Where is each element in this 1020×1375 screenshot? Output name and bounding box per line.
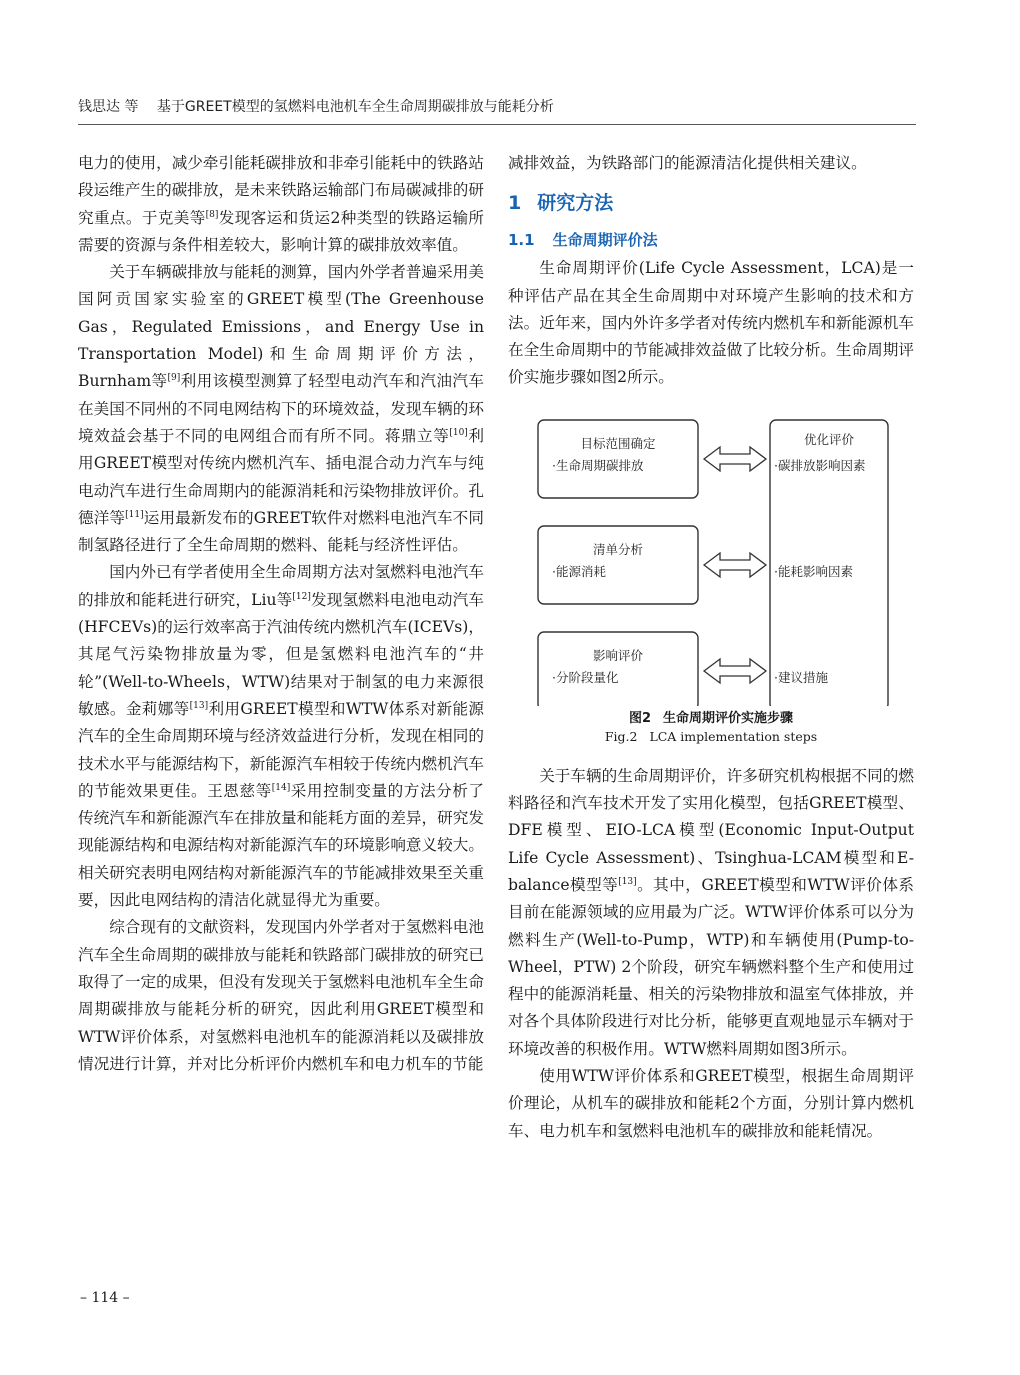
paragraph: 关于车辆的生命周期评价，许多研究机构根据不同的燃料路径和汽车技术开发了实用化模型，包括GREET模型、DFE模型、EIO-LCA模型(Economic Input-Output Life Cycle Assessment)、Tsinghua-LCAM模型和E-balance模型等[13]。其中，GREET模型和WTW评价体系目前在能源领域的应用最为广泛。WTW评价体系可以分为燃料生产(Well-to-Pump，WTP)和车辆使用(Pump-to-Wheel，PTW) 2个阶段，研究车辆燃料整个生产和使用过程中的能源消耗量、相关的污染物排放和温室气体排放，并对各个具体阶段进行对比分析，能够更直观地显示车辆对于环境改善的积极作用。WTW燃料周期如图3所示。 — [508, 766, 914, 1058]
paragraph: 关于车辆碳排放与能耗的测算，国内外学者普遍采用美国阿贡国家实验室的GREET模型(The Greenhouse Gas，Regulated Emissions，and Energy Use in Transportation Model)和生命周期评价方法，Burnham等[9]利用该模型测算了轻型电动汽车和汽油汽车在美国不同州的不同电网结构下的环境效益，发现车辆的环境效益会基于不同的电网组合而有所不同。蒋鼎立等[10]利用GREET模型对传统内燃机汽车、插电混合动力汽车与纯电动汽车进行生命周期内的能源消耗和污染物排放评价。孔德洋等[11]运用最新发布的GREET软件对燃料电池汽车不同制氢路径进行了全生命周期的燃料、能耗与经济性评估。 — [78, 263, 484, 555]
box-optimization-title: 优化评价 — [803, 431, 855, 447]
paragraph: 生命周期评价(Life Cycle Assessment，LCA)是一种评估产品在其全生命周期中对环境产生影响的技术和方法。近年来，国内外许多学者对传统内燃机车和新能源机车在全生命周期中的节能减排效益做了比较分析。生命周期评价实施步骤如图2所示。 — [508, 259, 914, 387]
double-arrow-2 — [704, 553, 766, 577]
section-title: 研究方法 — [537, 192, 614, 215]
figure-caption — [508, 710, 914, 745]
running-header — [78, 92, 916, 125]
box-inventory-item: ·能源消耗 — [552, 563, 606, 579]
citation: [12] — [292, 591, 311, 602]
box-impact-title: 影响评价 — [592, 647, 644, 663]
box-goal-scope-item: ·生命周期碳排放 — [552, 457, 644, 473]
double-arrows — [704, 447, 766, 683]
box-impact — [538, 632, 698, 706]
citation: [8] — [205, 209, 219, 220]
paragraph: 电力的使用，减少牵引能耗碳排放和非牵引能耗中的铁路站段运维产生的碳排放，是未来铁路运输部门布局碳减排的研究重点。于克美等[8]发现客运和货运2种类型的铁路运输所需要的资源与条件相差较大，影响计算的碳排放效率值。 — [78, 154, 484, 254]
box-optimization-item-3: ·建议措施 — [774, 669, 828, 685]
box-optimization-item-1: ·碳排放影响因素 — [774, 457, 866, 473]
citation: [14] — [271, 782, 291, 793]
paragraph: 使用WTW评价体系和GREET模型，根据生命周期评价理论，从机车的碳排放和能耗2个方面，分别计算内燃机车、电力机车和氢燃料电池机车的碳排放和能耗情况。 — [508, 1067, 914, 1140]
section-heading — [508, 189, 914, 217]
citation: [11] — [125, 509, 144, 520]
subsection-number: 1.1 — [508, 231, 535, 250]
section-number: 1 — [508, 192, 522, 215]
double-arrow-3 — [704, 659, 766, 683]
double-arrow-1 — [704, 447, 766, 471]
paragraph: 综合现有的文献资料，发现国内外学者对于氢燃料电池汽车全生命周期的碳排放与能耗和铁路部门碳排放的研究已取得了一定的成果，但没有发现关于氢燃料电池机车全生命周期碳排放与能耗分析的研究，因此利用GREET模型和WTW评价体系，对氢燃料电池机车的能源消耗以及碳排放情况进行计算，并对比分析评价内燃机车和电力机车的节能 — [78, 918, 484, 1073]
subsection-title: 生命周期评价法 — [552, 231, 658, 250]
caption-en: Fig.2 LCA implementation steps — [604, 728, 818, 744]
citation: [9] — [167, 373, 181, 384]
box-inventory-title: 清单分析 — [592, 541, 644, 557]
paragraph: 减排效益，为铁路部门的能源清洁化提供相关建议。 — [508, 154, 867, 172]
lca-flow-diagram — [508, 406, 914, 706]
left-column — [78, 150, 484, 1078]
header-title: 基于GREET模型的氢燃料电池机车全生命周期碳排放与能耗分析 — [156, 99, 554, 115]
page-number: – 114 – — [80, 1290, 130, 1306]
header-authors: 钱思达 等 — [78, 99, 139, 115]
citation: [10] — [449, 427, 468, 438]
citation: [13] — [618, 876, 637, 887]
figure-lca-steps — [508, 406, 914, 706]
box-optimization-item-2: ·能耗影响因素 — [774, 563, 853, 579]
citation: [13] — [189, 700, 209, 711]
box-goal-scope-title: 目标范围确定 — [580, 435, 656, 451]
caption-cn: 图2 生命周期评价实施步骤 — [628, 710, 794, 726]
right-column — [508, 150, 914, 1145]
box-impact-item: ·分阶段量化 — [552, 669, 619, 685]
subsection-heading — [508, 227, 914, 253]
paragraph: 国内外已有学者使用全生命周期方法对氢燃料电池汽车的排放和能耗进行研究，Liu等[12]发现氢燃料电池电动汽车(HFCEVs)的运行效率高于汽油传统内燃机汽车(ICEVs)，其尾气污染物排放量为零，但是氢燃料电池汽车的“井轮”(Well-to-Wheels，WTW)结果对于制氢的电力来源很敏感。金莉娜等[13]利用GREET模型和WTW体系对新能源汽车的全生命周期环境与经济效益进行分析，发现在相同的技术水平与能源结构下，新能源汽车相较于传统内燃机汽车的节能效果更佳。王恩慈等[14]采用控制变量的方法分析了传统汽车和新能源汽车在排放量和能耗方面的差异，研究发现能源结构和电源结构对新能源汽车的环境影响意义较大。相关研究表明电网结构对新能源汽车的节能减排效果至关重要，因此电网结构的清洁化就显得尤为重要。 — [78, 563, 484, 910]
